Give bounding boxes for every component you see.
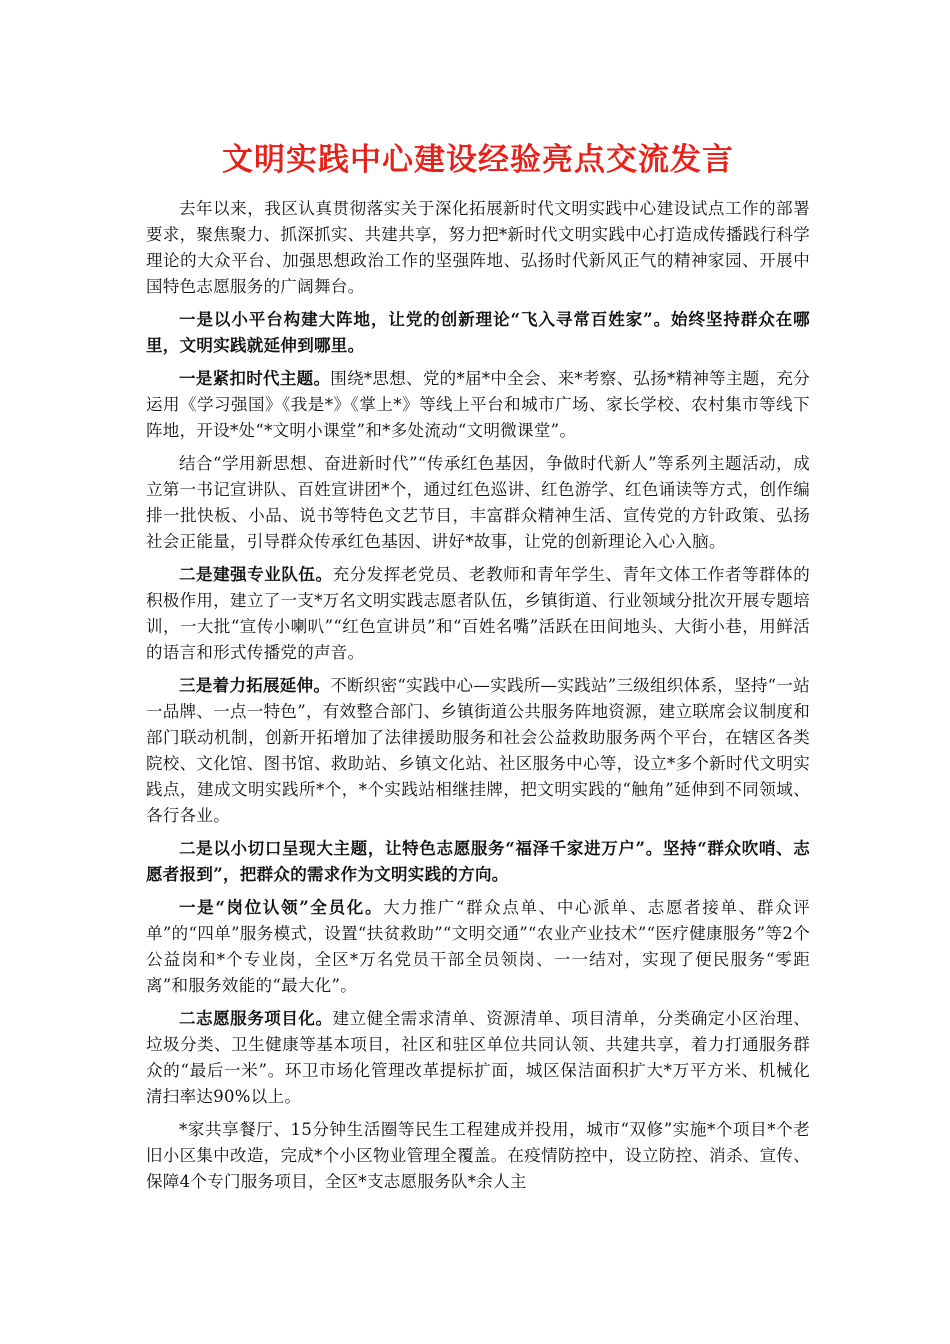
paragraph-intro: [146, 196, 810, 300]
paragraph-lead: 二是建强专业队伍。: [179, 565, 333, 584]
paragraph-text: 充分发挥老党员、老教师和青年学生、青年文体工作者等群体的积极作用，建立了一支*万名文明实践志愿者队伍，乡镇街道、行业领域分批次开展专题培训，一大批“宣传小喇叭”“红色宣讲员”和“百姓名嘴”活跃在田间地头、大街小巷，用鲜活的语言和形式传播党的声音。: [146, 565, 811, 662]
paragraph-lead: 一是“岗位认领”全员化。: [179, 898, 384, 917]
paragraph-text: *家共享餐厅、15分钟生活圈等民生工程建成并投用，城市“双修”实施*个项目*个老旧小区集中改造，完成*个小区物业管理全覆盖。在疫情防控中，设立防控、消杀、宣传、保障4个专门服务项目，全区*支志愿服务队*余人主: [146, 1120, 810, 1191]
paragraph-team: [146, 562, 810, 666]
paragraph-projects: [146, 1006, 810, 1110]
paragraph-text: 去年以来，我区认真贯彻落实关于深化拓展新时代文明实践中心建设试点工作的部署要求，聚焦聚力、抓深抓实、共建共享，努力把*新时代文明实践中心打造成传播践行科学理论的大众平台、加强思想政治工作的坚强阵地、弘扬时代新风正气的精神家园、开展中国特色志愿服务的广阔舞台。: [146, 199, 810, 296]
paragraph-text: 不断织密“实践中心—实践所—实践站”三级组织体系，坚持“一站一品牌、一点一特色”，有效整合部门、乡镇街道公共服务阵地资源，建立联席会议制度和部门联动机制，创新开拓增加了法律援助服务和社会公益救助服务两个平台，在辖区各类院校、文化馆、图书馆、救助站、乡镇文化站、社区服务中心等，设立*多个新时代文明实践点，建成文明实践所*个，*个实践站相继挂牌，把文明实践的“触角”延伸到不同领域、各行各业。: [146, 676, 811, 825]
section-heading-text: 二是以小切口呈现大主题，让特色志愿服务“福泽千家进万户”。坚持“群众吹哨、志愿者报到”，把群众的需求作为文明实践的方向。: [146, 839, 810, 884]
paragraph-theme: [146, 366, 810, 444]
paragraph-post-claim: [146, 895, 810, 999]
paragraph-text: 建立健全需求清单、资源清单、项目清单，分类确定小区治理、垃圾分类、卫生健康等基本项目，社区和驻区单位共同认领、共建共享，着力打通服务群众的“最后一米”。环卫市场化管理改革提标扩面，城区保洁面积扩大*万平方米、机械化清扫率达90%以上。: [146, 1009, 811, 1106]
section-heading-two: [146, 836, 810, 888]
section-heading-one: [146, 307, 810, 359]
paragraph-livelihood: [146, 1117, 810, 1195]
paragraph-text: 围绕*思想、党的*届*中全会、来*考察、弘扬*精神等主题，充分运用《学习强国》《我是*》《掌上*》等线上平台和城市广场、家长学校、农村集市等线下阵地，开设*处“*文明小课堂”和*多处流动“文明微课堂”。: [146, 369, 810, 440]
paragraph-extension: [146, 673, 810, 829]
paragraph-text: 大力推广“群众点单、中心派单、志愿者接单、群众评单”的“四单”服务模式，设置“扶贫救助”“文明交通”“农业产业技术”“医疗健康服务”等2个公益岗和*个专业岗，全区*万名党员干部全员领岗、一一结对，实现了便民服务“零距离”和服务效能的“最大化”。: [146, 898, 810, 995]
document-title: 文明实践中心建设经验亮点交流发言: [222, 142, 734, 178]
paragraph-lead: 二志愿服务项目化。: [179, 1009, 333, 1028]
section-heading-text: 一是以小平台构建大阵地，让党的创新理论“飞入寻常百姓家”。始终坚持群众在哪里，文明实践就延伸到哪里。: [146, 310, 810, 355]
paragraph-red-gene: [146, 451, 810, 555]
paragraph-text: 结合“学用新思想、奋进新时代”“传承红色基因，争做时代新人”等系列主题活动，成立第一书记宣讲队、百姓宣讲团*个，通过红色巡讲、红色游学、红色诵读等方式，创作编排一批快板、小品、说书等特色文艺节目，丰富群众精神生活、宣传党的方针政策、弘扬社会正能量，引导群众传承红色基因、讲好*故事，让党的创新理论入心入脑。: [146, 454, 810, 551]
paragraph-lead: 三是着力拓展延伸。: [179, 676, 331, 695]
paragraph-lead: 一是紧扣时代主题。: [179, 369, 331, 388]
